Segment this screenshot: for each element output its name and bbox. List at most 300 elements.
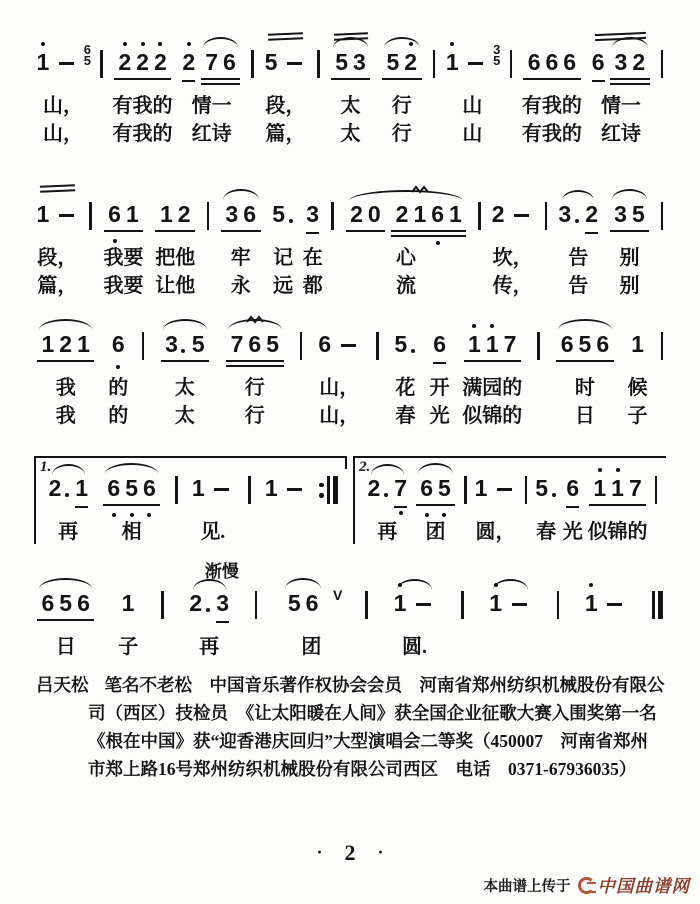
- notes-row: [520, 40, 583, 84]
- notes-row: [391, 581, 438, 625]
- barline-mark: [364, 591, 370, 619]
- lyric: 团: [425, 521, 446, 543]
- lyric: 山，: [319, 405, 360, 427]
- beam-group: [556, 332, 613, 362]
- note: [585, 591, 598, 619]
- measure-segment: [189, 466, 236, 544]
- note-digit: 1: [264, 475, 278, 501]
- barline-mark: [536, 332, 542, 360]
- note: [413, 202, 426, 230]
- page-number-decor-right: ·: [377, 842, 384, 862]
- note-digit: 5: [578, 331, 592, 357]
- note: [288, 591, 301, 619]
- note: [59, 332, 72, 360]
- barline-mark: [523, 476, 529, 504]
- octave-dot-low: [425, 513, 429, 517]
- note: [394, 476, 407, 508]
- slur: [349, 190, 464, 201]
- note: [585, 202, 598, 234]
- measure-segment: [582, 581, 629, 659]
- barline: [658, 322, 666, 366]
- slur: [384, 37, 420, 48]
- note-digit: 2: [395, 201, 409, 227]
- hairpin-mark: [40, 184, 75, 193]
- note-digit: 6: [222, 49, 236, 75]
- notes-row: [46, 466, 91, 510]
- note-digit: 3: [353, 49, 366, 75]
- note: [396, 202, 409, 230]
- note-digit: 3: [614, 49, 628, 75]
- system-3: [0, 322, 700, 428]
- measure-segment: [413, 466, 459, 544]
- barline-mark: [140, 332, 146, 360]
- measure-segment: [328, 40, 374, 146]
- notes-row: [487, 581, 534, 625]
- measure-segment: [316, 322, 363, 428]
- note-digit: 1: [121, 590, 135, 616]
- lyric: 别: [619, 247, 640, 269]
- slur: [371, 464, 404, 475]
- lyric: 我: [55, 377, 76, 399]
- octave-dot-low: [112, 513, 116, 517]
- note: [528, 50, 541, 78]
- volta-label: 2.: [359, 459, 371, 475]
- note: [265, 476, 278, 504]
- note-digit: 7: [628, 475, 642, 501]
- note-digit: 7: [503, 331, 517, 357]
- beam-group: [37, 591, 94, 621]
- note: [561, 332, 574, 360]
- lyric: 太: [340, 95, 361, 117]
- lyric: 圆.: [402, 636, 428, 658]
- measure-segment: [108, 322, 128, 428]
- notes-row: [582, 581, 629, 625]
- lyric: 行: [391, 123, 412, 145]
- barline: [98, 40, 106, 84]
- notes-row: [556, 192, 601, 236]
- lyric: 篇，: [265, 123, 306, 145]
- barline-mark: [205, 202, 211, 230]
- note-digit: 6: [566, 475, 580, 501]
- note: [75, 476, 88, 508]
- note-digit: 1: [445, 49, 459, 75]
- note: [535, 476, 548, 504]
- note: [112, 332, 125, 360]
- lyric: 告: [568, 247, 589, 269]
- beam-group: [331, 50, 371, 80]
- barline: [297, 322, 305, 366]
- note-digit: 1: [593, 475, 607, 501]
- note-digit: 6: [545, 49, 559, 75]
- note: [433, 332, 446, 364]
- augmentation-dot: [181, 349, 185, 353]
- barline: [507, 40, 515, 84]
- note-digit: 1: [468, 331, 481, 357]
- note-dash: [607, 603, 622, 606]
- lyric: 我: [55, 405, 76, 427]
- note-digit: 6: [596, 331, 610, 357]
- barline-mark: [298, 332, 304, 360]
- octave-dot-low: [113, 239, 117, 243]
- note: [136, 50, 149, 78]
- note-digit: 2: [136, 49, 149, 75]
- note-digit: 3: [306, 201, 320, 227]
- notes-row: [262, 466, 309, 510]
- barline: [430, 40, 438, 84]
- barline-mark: [316, 50, 322, 78]
- measure-segment: [607, 192, 653, 298]
- note-digit: 2: [48, 475, 62, 501]
- note-dash: [59, 214, 74, 217]
- barline-mark: [330, 202, 336, 230]
- note: [593, 476, 606, 504]
- beam-group: [103, 476, 160, 506]
- watermark-prefix: 本曲谱上传于: [483, 879, 571, 895]
- note: [231, 332, 244, 360]
- note-digit: 1: [393, 590, 407, 616]
- score: [0, 40, 700, 659]
- beam-group: [346, 202, 386, 232]
- note-digit: 5: [191, 331, 205, 357]
- note-digit: 6: [433, 331, 447, 357]
- beam-group: [610, 202, 650, 232]
- note: [368, 476, 381, 504]
- lyric: 似锦的: [587, 521, 648, 543]
- note: [192, 332, 205, 360]
- barline-mark: [247, 476, 253, 504]
- note-digit: 5: [386, 49, 400, 75]
- barline-mark: [375, 332, 381, 360]
- note: [438, 476, 451, 504]
- beam-group: [382, 50, 422, 80]
- measure-segment: [118, 581, 138, 659]
- bio-line-2: 司（西区）技检员 《让太阳暖在人间》获全国企业征歌大赛入围奖第一名: [88, 703, 657, 723]
- slur: [105, 463, 158, 474]
- note-digit: 2: [350, 201, 363, 227]
- note-digit: 7: [205, 49, 218, 75]
- note-dash: [59, 62, 74, 65]
- measure-segment: [520, 40, 583, 146]
- beam-group: [37, 332, 94, 362]
- notes-row: [270, 192, 297, 236]
- barline-mark: [659, 202, 665, 230]
- lyric: 满园的: [462, 377, 523, 399]
- octave-dot-low: [436, 241, 440, 245]
- mordent-icon: [411, 185, 429, 194]
- measure-segment: [563, 466, 583, 544]
- beam-group: [104, 202, 144, 232]
- barline: [459, 581, 467, 625]
- notes-row: [100, 466, 163, 510]
- measure-segment: [180, 40, 243, 146]
- measure-segment: [391, 581, 438, 659]
- note: [143, 476, 156, 504]
- notes-row: [223, 322, 286, 366]
- system-2: [0, 192, 700, 298]
- note: [596, 332, 609, 360]
- barline-mark: [659, 332, 665, 360]
- note-digit: 1: [75, 475, 89, 501]
- note-digit: 2: [182, 49, 196, 75]
- barline: [476, 192, 484, 236]
- barline-mark: [543, 202, 549, 230]
- page-number-value: 2: [344, 840, 356, 865]
- lyric: 篇，: [37, 275, 78, 297]
- lyric: 山，: [43, 123, 84, 145]
- note-dash: [287, 488, 302, 491]
- lyric: 日: [574, 405, 595, 427]
- measure-segment: [101, 192, 147, 298]
- notes-row: [34, 322, 97, 366]
- barline-mark: [160, 591, 166, 619]
- lyric: 行: [244, 377, 265, 399]
- notes-row: [101, 192, 147, 236]
- measure-segment: [553, 322, 616, 428]
- grace-notes: [84, 44, 91, 66]
- note: [404, 50, 417, 78]
- lyric: 光: [562, 521, 583, 543]
- beam-group: [161, 332, 210, 362]
- beam-group: [155, 202, 195, 232]
- augmentation-dot: [65, 493, 69, 497]
- notes-row: [461, 322, 524, 366]
- notes-row: [34, 581, 97, 625]
- lyric: 的: [108, 405, 129, 427]
- octave-dot-high: [450, 42, 454, 46]
- note: [558, 202, 571, 230]
- octave-dot-high: [398, 583, 402, 587]
- slur: [612, 189, 648, 200]
- lyric: 永: [230, 275, 251, 297]
- lyric: 似锦的: [462, 405, 523, 427]
- note-digit: 1: [449, 201, 462, 227]
- note-digit: 1: [191, 475, 205, 501]
- hairpin-mark: [268, 32, 303, 41]
- measure-segment: [270, 192, 297, 298]
- note: [431, 202, 444, 230]
- octave-dot-high: [494, 583, 498, 587]
- barline-mark: [477, 202, 483, 230]
- lyric: 情一: [191, 95, 232, 117]
- lyric: 红诗: [191, 123, 232, 145]
- barline-mark: [174, 476, 180, 504]
- note: [468, 332, 481, 360]
- lyric: 有我的: [521, 123, 582, 145]
- slur: [558, 319, 611, 330]
- note: [192, 476, 205, 504]
- note-digit: 1: [125, 201, 139, 227]
- note: [489, 591, 502, 619]
- notes-row: [365, 466, 410, 510]
- note-digit: 5: [631, 201, 645, 227]
- octave-dot-low: [442, 513, 446, 517]
- note-digit: 5: [335, 49, 348, 75]
- note-digit: 5: [438, 475, 451, 501]
- note: [59, 591, 72, 619]
- lyric: 情一: [600, 95, 641, 117]
- notes-row: [392, 322, 419, 366]
- lyric: 有我的: [112, 123, 173, 145]
- notes-row: [589, 40, 652, 84]
- notes-row: [413, 466, 459, 510]
- bio-line-1: [36, 671, 670, 699]
- system-5: [0, 562, 700, 659]
- notes-row: [180, 40, 243, 84]
- note-digit: 3: [216, 590, 229, 616]
- lyric: 圆，: [475, 521, 516, 543]
- octave-dot-low: [116, 365, 120, 369]
- note: [350, 202, 363, 230]
- slur: [562, 190, 595, 201]
- lyric: 把他: [155, 247, 196, 269]
- measure-segment: [487, 581, 534, 659]
- octave-dot-high: [409, 42, 413, 46]
- slur: [203, 37, 239, 48]
- barline: [658, 192, 666, 236]
- barline: [363, 581, 371, 625]
- beam-group: [283, 591, 323, 619]
- page-number: [0, 840, 700, 866]
- lyric: 坎，: [492, 247, 533, 269]
- note-digit: 2: [189, 590, 203, 616]
- note: [306, 202, 319, 234]
- barline: [462, 466, 470, 544]
- measure-segment: [489, 192, 536, 298]
- octave-dot-low: [130, 513, 134, 517]
- system-4: [0, 456, 700, 544]
- note: [107, 476, 120, 504]
- page-number-decor-left: ·: [316, 842, 323, 862]
- notes-row: [489, 192, 536, 236]
- lyric: 开: [429, 377, 450, 399]
- note-digit: 1: [36, 49, 50, 75]
- notes-row: [34, 192, 81, 236]
- note-digit: 2: [632, 49, 646, 75]
- notes-row: [262, 40, 309, 84]
- measure-segment: [379, 40, 425, 146]
- beam-group: [201, 50, 241, 85]
- notes-row: [533, 466, 560, 510]
- note-digit: 3: [614, 201, 627, 227]
- note-digit: 2: [404, 49, 418, 75]
- barline: [204, 192, 212, 236]
- measure-segment: [262, 466, 309, 544]
- note: [126, 202, 139, 230]
- barline-mark: [508, 50, 514, 78]
- note: [492, 202, 505, 230]
- augmentation-dot: [575, 219, 579, 223]
- note-digit: 7: [394, 475, 408, 501]
- bio-line-3: 《根在中国》获“迎香港庆回归”大型演唱会二等奖（450007 河南省郑州: [88, 731, 648, 751]
- note-digit: 6: [420, 475, 434, 501]
- note-digit: 0: [367, 201, 381, 227]
- measure-segment: [223, 322, 286, 428]
- measure-segment: [280, 581, 342, 659]
- barline-mark: [99, 50, 105, 78]
- barline: [87, 192, 95, 236]
- note: [225, 202, 238, 230]
- note-digit: 6: [41, 590, 55, 616]
- grace-note-digit: 6: [83, 42, 92, 57]
- note: [154, 50, 167, 78]
- lyric: 红诗: [600, 123, 641, 145]
- bio-line-4: 市郑上路16号郑州纺织机械股份有限公司西区 电话 0371-67936035）: [88, 759, 637, 779]
- notes-row: [586, 466, 649, 510]
- notes-row: [316, 322, 363, 366]
- note: [118, 50, 131, 78]
- note-digit: 6: [111, 331, 125, 357]
- note-digit: 6: [108, 201, 121, 227]
- note-digit: 1: [631, 331, 644, 357]
- system-1: [0, 40, 700, 146]
- grace-note-digit: 3: [493, 42, 501, 57]
- note-digit: 5: [266, 331, 279, 357]
- composer-name: 吕天松: [36, 675, 89, 695]
- notes-row: [379, 40, 425, 84]
- note: [77, 591, 90, 619]
- barline-mark: [253, 591, 259, 619]
- note-digit: 1: [489, 590, 503, 616]
- octave-dot-low: [147, 513, 151, 517]
- lyric: 有我的: [112, 95, 173, 117]
- note-dash: [214, 488, 229, 491]
- note-dash: [416, 603, 431, 606]
- note-digit: 2: [59, 331, 73, 357]
- notes-row: [564, 466, 582, 510]
- note: [160, 202, 173, 230]
- note-digit: 1: [474, 475, 488, 501]
- breath-mark: V: [332, 587, 343, 603]
- note: [579, 332, 592, 360]
- note-digit: 2: [153, 49, 167, 75]
- note: [178, 202, 191, 230]
- lyric: 流: [395, 275, 416, 297]
- octave-dot-high: [141, 42, 145, 46]
- augmentation-dot: [206, 608, 210, 612]
- note-digit: 5: [272, 201, 285, 227]
- slur: [285, 578, 321, 589]
- note: [205, 50, 218, 78]
- beam-group: [114, 50, 171, 80]
- note: [386, 50, 399, 78]
- slur: [493, 579, 528, 590]
- note: [216, 591, 229, 623]
- notes-row: [218, 192, 264, 236]
- measure-segment: [262, 40, 309, 146]
- note: [37, 202, 50, 230]
- note-digit: 5: [394, 331, 408, 357]
- lyric: 光: [429, 405, 450, 427]
- note-digit: 6: [243, 201, 257, 227]
- lyric: 在: [302, 247, 323, 269]
- octave-dot-high: [616, 468, 620, 472]
- note-digit: 5: [125, 475, 138, 501]
- barline-mark: [88, 202, 94, 230]
- barline-mark: [431, 50, 437, 78]
- lyric: 春: [395, 405, 416, 427]
- note: [335, 50, 348, 78]
- barline-mark: [250, 50, 256, 78]
- lyric: 有我的: [521, 95, 582, 117]
- lyric: 时: [574, 377, 595, 399]
- lyric: 子: [118, 636, 139, 658]
- note: [266, 332, 279, 360]
- note: [318, 332, 331, 360]
- note-digit: 5: [535, 475, 549, 501]
- beam-group: [221, 202, 261, 232]
- lyric: 日: [55, 636, 76, 658]
- beam-group: [416, 476, 456, 506]
